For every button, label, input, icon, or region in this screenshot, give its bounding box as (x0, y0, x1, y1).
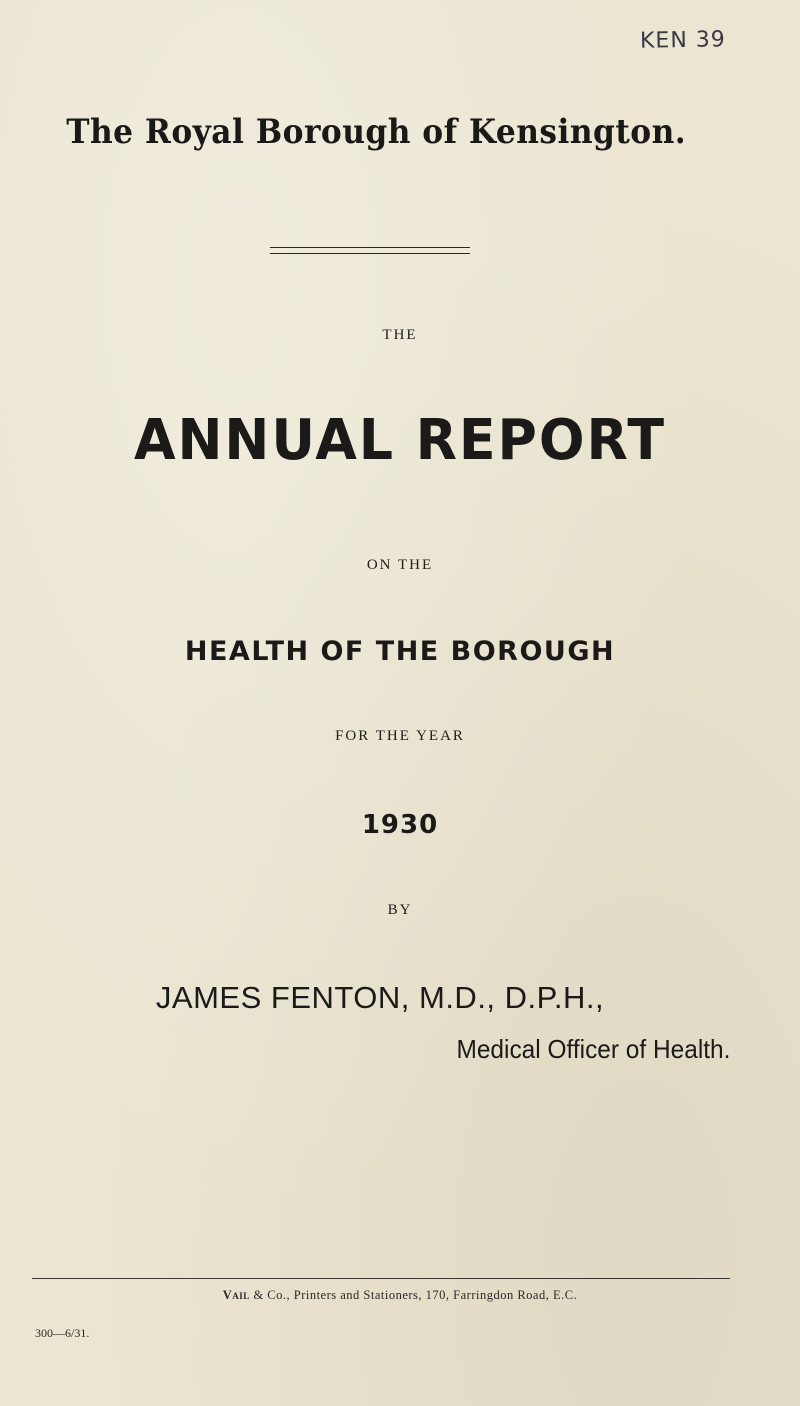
handwritten-reference: KEN 39 (639, 27, 726, 54)
author-role: Medical Officer of Health. (456, 1034, 730, 1064)
the-label: THE (382, 327, 418, 343)
printer-name: Vail (222, 1288, 250, 1302)
by-label: BY (387, 902, 413, 918)
print-code: 300—6/31. (35, 1326, 90, 1340)
author-name: JAMES FENTON, M.D., D.P.H., (155, 980, 605, 1015)
on-the-label: ON THE (366, 557, 434, 573)
printer-details: & Co., Printers and Stationers, 170, Farringdon Road, E.C. (249, 1288, 578, 1302)
for-year-label: FOR THE YEAR (335, 728, 465, 744)
borough-title: The Royal Borough of Kensington. (66, 112, 687, 152)
report-year: 1930 (361, 810, 439, 840)
subject-title: HEALTH OF THE BOROUGH (184, 636, 616, 667)
report-title: ANNUAL REPORT (133, 408, 666, 473)
printer-imprint (0, 1288, 800, 1303)
footer-divider (32, 1278, 730, 1279)
ornamental-divider (270, 247, 470, 254)
